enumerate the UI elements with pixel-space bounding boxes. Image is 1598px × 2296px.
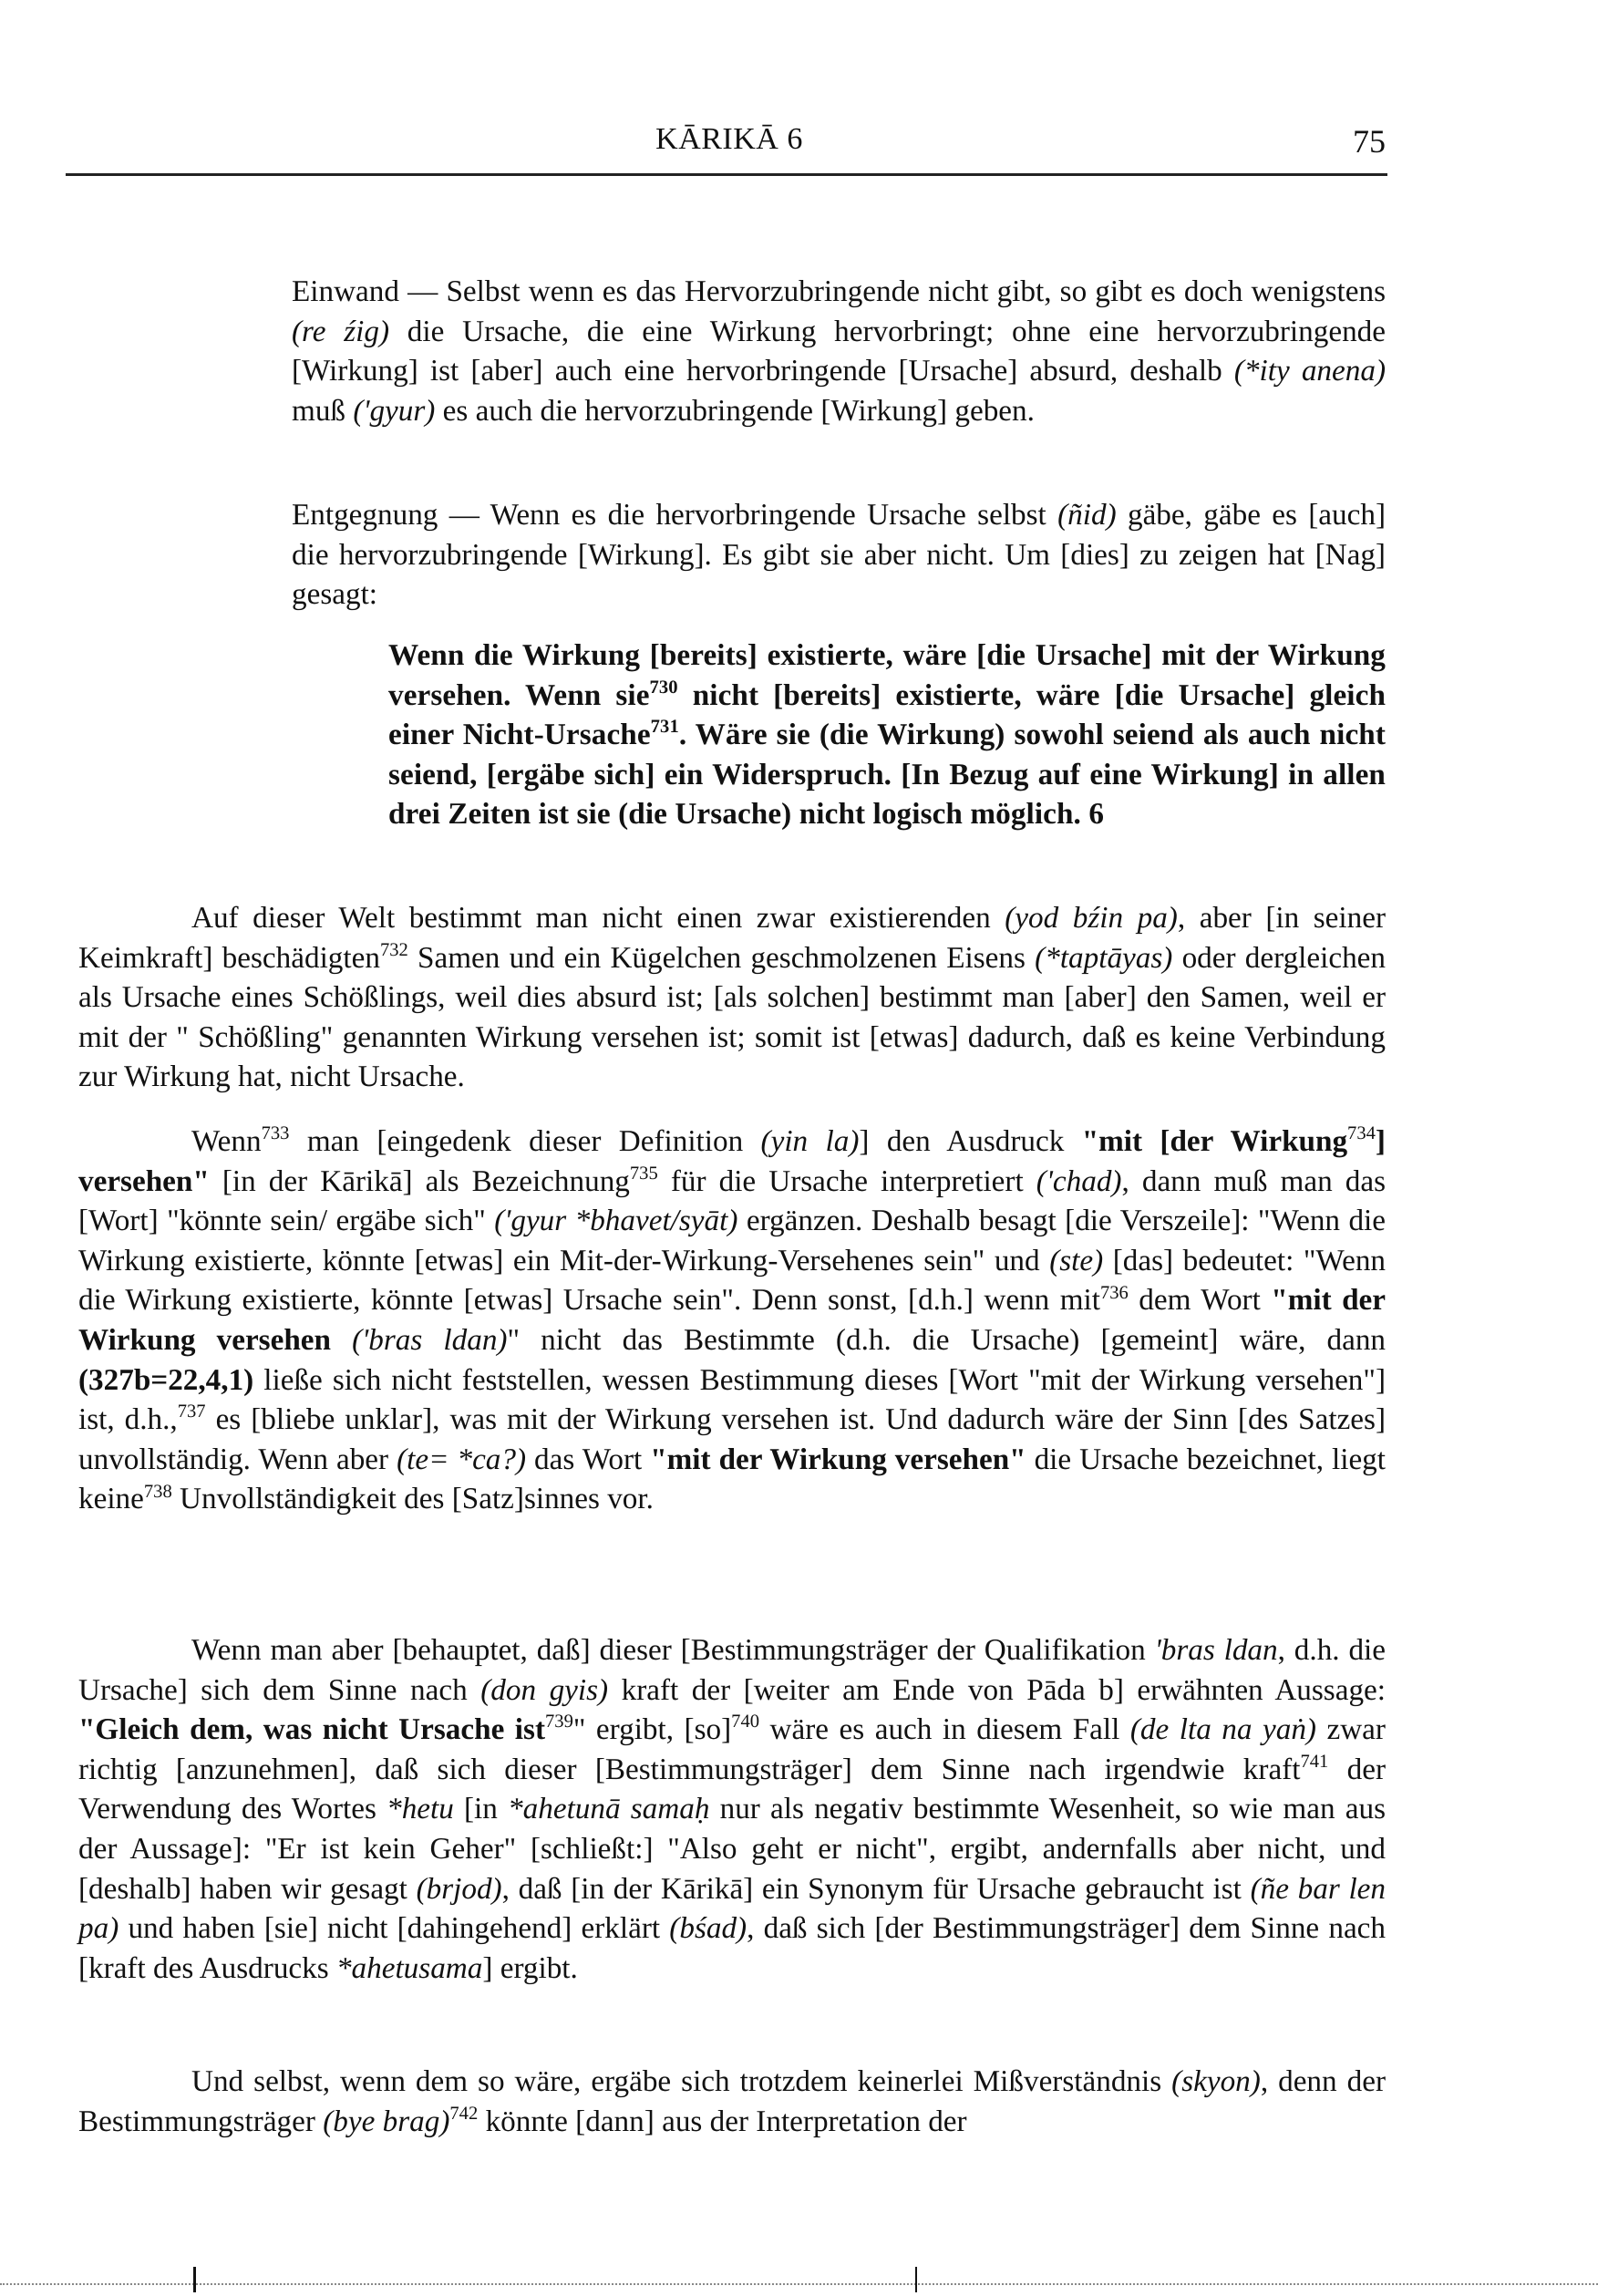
text-run: , daß [in der Kārikā] ein Synonym für Ursache gebraucht ist xyxy=(501,1871,1251,1906)
bold-quote: "mit [der Wirkung xyxy=(1081,1124,1348,1158)
text-run: Wenn man aber [behauptet, daß] dieser [Bestimmungsträger der Qualifikation xyxy=(191,1633,1155,1667)
text-run: ergänzen. Deshalb besagt [die Verszeile]: "Wenn die Wirkung existierte, könnte [etwas] ein Mit-der-Wirkung-Versehenes sein" und xyxy=(78,1204,1387,1277)
text-run: dem Wort xyxy=(1128,1283,1272,1318)
text-run: , daß sich [der Bestimmungsträger] dem Sinne nach [kraft des Ausdrucks xyxy=(78,1911,1386,1985)
footnote-ref: 742 xyxy=(449,2103,479,2124)
text-run: Samen und ein Kügelchen geschmolzenen Eisens xyxy=(407,940,1036,975)
italic-term: *ahetunā samaḥ xyxy=(508,1792,710,1826)
text-run: kraft der [weiter am Ende von Pāda b] erwähnten Aussage: xyxy=(608,1672,1386,1707)
text-run: . Wäre sie (die Wirkung) sowohl seiend als auch nicht seiend, [ergäbe sich] ein Widerspruch. [In Bezug auf eine Wirkung] in allen drei Zeiten ist sie (die Ursache) nicht logisch möglich. 6 xyxy=(388,718,1386,832)
italic-term: (*taptāyas) xyxy=(1035,940,1173,975)
paragraph-commentary-4 xyxy=(78,2062,1386,2141)
italic-term: (bśad) xyxy=(669,1911,747,1946)
scan-tick-left xyxy=(193,2267,196,2292)
italic-term: ('bras ldan) xyxy=(352,1322,508,1357)
footnote-ref: 730 xyxy=(649,677,678,698)
text-run: es auch die hervorzubringende [Wirkung] geben. xyxy=(435,393,1035,428)
text-run: es [bliebe unklar], was mit der Wirkung versehen ist. Und dadurch wäre der Sinn [des Satzes] unvollständig. Wenn aber xyxy=(78,1402,1386,1476)
italic-term: ('gyur *bhavet/syāt) xyxy=(494,1204,738,1238)
italic-term: (bye brag) xyxy=(323,2104,450,2138)
italic-term: (de lta na yaṅ) xyxy=(1129,1712,1316,1747)
text-run: ] den Ausdruck xyxy=(859,1124,1082,1158)
italic-term: (ñe bar len pa) xyxy=(78,1871,1386,1946)
bold-quote: ] versehen" xyxy=(78,1124,1386,1198)
text-run: [in xyxy=(453,1792,509,1826)
text-run: nur als negativ bestimmte Wesenheit, so wie man aus der Aussage]: "Er ist kein Geher" [schließt:] "Also geht er nicht", ergibt, andernfalls aber nicht, und [deshalb] haben wir gesagt xyxy=(78,1792,1386,1906)
text-run: die Ursache, die eine Wirkung hervorbringt; ohne eine hervorzubringende [Wirkung] ist [aber] auch eine hervorbringende [Ursache] absurd, deshalb xyxy=(292,314,1386,388)
text-run: Wenn die Wirkung [bereits] existierte, wäre [die Ursache] mit der Wirkung versehen. Wenn sie xyxy=(388,638,1386,712)
text-run: [das] bedeutet: "Wenn die Wirkung existierte, könnte [etwas] Ursache sein". Denn sonst, [d.h.] wenn mit xyxy=(78,1243,1387,1318)
italic-term: (don gyis) xyxy=(480,1672,609,1707)
italic-term: (ste) xyxy=(1049,1243,1104,1277)
text-run: , dann muß man das [Wort] "könnte sein/ ergäbe sich" xyxy=(78,1164,1386,1238)
italic-term: (brjod) xyxy=(416,1871,502,1906)
italic-term: (*ity anena) xyxy=(1233,354,1386,388)
italic-term: (yin la) xyxy=(760,1124,860,1158)
paragraph-commentary-2 xyxy=(78,1122,1386,1519)
text-run: Einwand — Selbst wenn es das Hervorzubringende nicht gibt, so gibt es doch wenigstens xyxy=(292,274,1386,308)
text-run: Wenn xyxy=(191,1124,262,1158)
text-run: oder dergleichen als Ursache eines Schößlings, weil dies absurd ist; [als solchen] bestimmt man [aber] den Samen, weil er mit der " Schößling" genannten Wirkung versehen ist; somit ist [etwas] dadurch, daß es keine Verbindung zur Wirkung hat, nicht Ursache. xyxy=(78,940,1386,1094)
italic-term: (re źig) xyxy=(292,314,390,348)
header-rule xyxy=(66,173,1387,176)
text-run: muß xyxy=(292,393,354,428)
footnote-ref: 731 xyxy=(650,717,679,738)
running-head xyxy=(0,122,1598,168)
footnote-ref: 740 xyxy=(731,1712,760,1732)
italic-term: (skyon) xyxy=(1171,2064,1261,2098)
paragraph-commentary-1 xyxy=(78,898,1386,1097)
footnote-ref: 736 xyxy=(1099,1282,1129,1303)
text-run: nicht [bereits] existierte, wäre [die Ursache] gleich einer Nicht-Ursache xyxy=(388,677,1386,752)
text-run: Unvollständigkeit des [Satz]sinnes vor. xyxy=(171,1482,654,1516)
italic-term: (te= *ca?) xyxy=(397,1442,527,1476)
bold-quote: "mit der Wirkung versehen xyxy=(78,1283,1386,1357)
text-run: , denn der Bestimmungsträger xyxy=(78,2064,1386,2138)
bold-quote: "Gleich dem, was nicht Ursache ist xyxy=(78,1712,545,1747)
italic-term: ('chad) xyxy=(1036,1164,1122,1198)
text-run: " ergibt, [so] xyxy=(572,1712,732,1747)
footnote-ref: 739 xyxy=(545,1712,573,1732)
paragraph-einwand xyxy=(292,272,1386,430)
text-run: der Verwendung des Wortes xyxy=(78,1752,1386,1826)
text-run: man [eingedenk dieser Definition xyxy=(289,1124,761,1158)
text-run: [in der Kārikā] als Bezeichnung xyxy=(209,1164,630,1198)
text-run: für die Ursache interpretiert xyxy=(657,1164,1036,1198)
text-run: , d.h. die Ursache] sich dem Sinne nach xyxy=(78,1633,1387,1707)
italic-term: *ahetusama xyxy=(335,1950,483,1985)
italic-term: (yod bźin pa) xyxy=(1005,901,1178,935)
page-number: 75 xyxy=(1353,123,1386,160)
bold-quote: (327b=22,4,1) xyxy=(78,1362,254,1397)
text-run: Auf dieser Welt bestimmt man nicht einen zwar existierenden xyxy=(191,901,1005,935)
text-run: ließe sich nicht feststellen, wessen Bestimmung dieses [Wort "mit der Wirkung versehen"] ist, d.h., xyxy=(78,1362,1386,1437)
text-run: könnte [dann] aus der Interpretation der xyxy=(478,2104,967,2138)
text-run: wäre es auch in diesem Fall xyxy=(759,1712,1130,1747)
italic-term: (ñid) xyxy=(1057,498,1117,532)
text-run: das Wort xyxy=(526,1442,651,1476)
footnote-ref: 735 xyxy=(629,1163,658,1184)
text-run xyxy=(331,1323,352,1357)
scan-tick-right xyxy=(915,2267,917,2292)
text-run: ] ergibt. xyxy=(482,1950,578,1985)
footnote-ref: 734 xyxy=(1347,1123,1376,1144)
italic-term: *hetu xyxy=(387,1792,454,1826)
footnote-ref: 738 xyxy=(143,1481,172,1502)
footnote-ref: 733 xyxy=(261,1123,290,1144)
running-title: KĀRIKĀ 6 xyxy=(655,122,803,156)
text-run: die Ursache bezeichnet, liegt keine xyxy=(78,1442,1387,1516)
text-run: Entgegnung — Wenn es die hervorbringende Ursache selbst xyxy=(292,498,1058,532)
italic-term: ('gyur) xyxy=(353,393,436,428)
paragraph-entgegnung xyxy=(292,495,1386,615)
footnote-ref: 732 xyxy=(379,939,408,960)
text-run: zwar richtig [anzunehmen], daß sich dieser [Bestimmungsträger] dem Sinne nach irgendwie kraft xyxy=(78,1712,1386,1786)
footnote-ref: 737 xyxy=(177,1401,206,1422)
karika-verse xyxy=(388,636,1386,834)
text-run: und haben [sie] nicht [dahingehend] erklärt xyxy=(119,1911,670,1946)
text-run: " nicht das Bestimmte (d.h. die Ursache) [gemeint] wäre, dann xyxy=(507,1322,1387,1357)
scan-artifacts xyxy=(0,2260,1598,2296)
footnote-ref: 741 xyxy=(1300,1752,1329,1773)
text-run: Und selbst, wenn dem so wäre, ergäbe sich trotzdem keinerlei Mißverständnis xyxy=(191,2064,1172,2098)
italic-term: 'bras ldan xyxy=(1154,1633,1278,1667)
text-run: gäbe, gäbe es [auch] die hervorzubringende [Wirkung]. Es gibt sie aber nicht. Um [dies] zu zeigen hat [Nag] gesagt: xyxy=(292,498,1386,612)
text-run: , aber [in seiner Keimkraft] beschädigten xyxy=(78,901,1387,975)
scan-bottom-line xyxy=(0,2283,1598,2285)
bold-quote: "mit der Wirkung versehen" xyxy=(650,1442,1026,1476)
paragraph-commentary-3 xyxy=(78,1630,1386,1988)
